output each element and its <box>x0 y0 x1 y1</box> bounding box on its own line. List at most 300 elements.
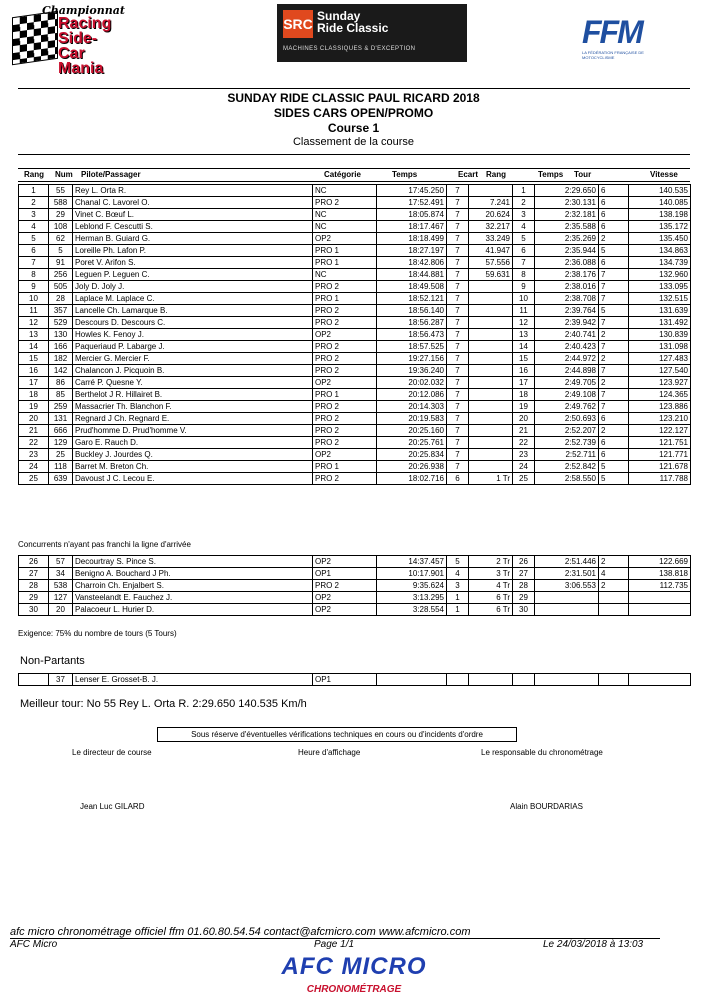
cell-tour: 6 <box>599 197 629 209</box>
cell-tour <box>599 604 629 616</box>
exigence-note: Exigence: 75% du nombre de tours (5 Tours) <box>18 629 177 638</box>
cell-temps: 20:26.938 <box>377 461 447 473</box>
cell-tour: 2 <box>599 425 629 437</box>
cell-rang-lap: 20 <box>513 413 535 425</box>
table-row <box>19 461 691 473</box>
title-rule <box>18 154 690 155</box>
cell-tour: 7 <box>599 365 629 377</box>
cell-temps-lap <box>535 674 599 686</box>
cell-temps: 19:36.240 <box>377 365 447 377</box>
table-row <box>19 413 691 425</box>
cell-ecart <box>469 389 513 401</box>
cell-num: 182 <box>49 353 73 365</box>
table-row <box>19 257 691 269</box>
cell-num: 357 <box>49 305 73 317</box>
cell-rang-lap: 24 <box>513 461 535 473</box>
cell-temps: 18:05.874 <box>377 209 447 221</box>
col-pilote: Pilote/Passager <box>81 170 141 179</box>
cell-pilote: Mercier G. Mercier F. <box>73 353 313 365</box>
cell-tour: 7 <box>599 293 629 305</box>
posting-time-label: Heure d'affichage <box>298 748 361 757</box>
cell-categorie: PRO 2 <box>313 353 377 365</box>
cell-vitesse: 127.483 <box>629 353 691 365</box>
results-header-row <box>18 168 690 182</box>
table-row <box>19 473 691 485</box>
cell-num: 108 <box>49 221 73 233</box>
cell-temps: 20:25.761 <box>377 437 447 449</box>
cell-tours: 7 <box>447 221 469 233</box>
cell-pilote: Vinet C. Bœuf L. <box>73 209 313 221</box>
cell-tours: 7 <box>447 245 469 257</box>
finishers-table <box>18 184 691 485</box>
cell-tour: 7 <box>599 281 629 293</box>
cell-tours: 7 <box>447 401 469 413</box>
cell-ecart: 6 Tr <box>469 592 513 604</box>
cell-temps <box>377 674 447 686</box>
cell-vitesse: 127.540 <box>629 365 691 377</box>
cell-rang: 12 <box>19 317 49 329</box>
cell-temps: 18:02.716 <box>377 473 447 485</box>
cell-rang: 15 <box>19 353 49 365</box>
cell-pilote: Berthelot J R. Hillairet B. <box>73 389 313 401</box>
table-row <box>19 365 691 377</box>
table-row <box>19 389 691 401</box>
cell-categorie: PRO 2 <box>313 305 377 317</box>
cell-num: 34 <box>49 568 73 580</box>
cell-num: 25 <box>49 449 73 461</box>
cell-num: 666 <box>49 425 73 437</box>
cell-rang: 1 <box>19 185 49 197</box>
footer-date: Le 24/03/2018 à 13:03 <box>543 939 644 950</box>
cell-rang: 27 <box>19 568 49 580</box>
cell-rang: 28 <box>19 580 49 592</box>
cell-num: 55 <box>49 185 73 197</box>
cell-pilote: Davoust J C. Lecou E. <box>73 473 313 485</box>
cell-tour: 2 <box>599 329 629 341</box>
table-row <box>19 233 691 245</box>
cell-pilote: Vansteelandt E. Fauchez J. <box>73 592 313 604</box>
cell-rang: 13 <box>19 329 49 341</box>
cell-num: 259 <box>49 401 73 413</box>
cell-categorie: PRO 1 <box>313 293 377 305</box>
cell-categorie: NC <box>313 269 377 281</box>
table-row <box>19 329 691 341</box>
cell-temps-lap: 2:40.741 <box>535 329 599 341</box>
cell-rang-lap: 16 <box>513 365 535 377</box>
cell-categorie: PRO 2 <box>313 197 377 209</box>
cell-temps: 20:25.834 <box>377 449 447 461</box>
cell-rang-lap: 18 <box>513 389 535 401</box>
col-temps: Temps <box>392 170 418 179</box>
cell-pilote: Paqueriaud P. Labarge J. <box>73 341 313 353</box>
cell-tours: 7 <box>447 185 469 197</box>
cell-tours: 7 <box>447 329 469 341</box>
non-partants-title: Non-Partants <box>20 655 85 667</box>
cell-ecart <box>469 401 513 413</box>
cell-temps: 3:13.295 <box>377 592 447 604</box>
cell-temps-lap: 2:38.708 <box>535 293 599 305</box>
cell-temps-lap: 2:52.711 <box>535 449 599 461</box>
cell-vitesse: 135.450 <box>629 233 691 245</box>
cell-temps-lap: 2:38.016 <box>535 281 599 293</box>
cell-ecart: 6 Tr <box>469 604 513 616</box>
cell-ecart: 3 Tr <box>469 568 513 580</box>
race-category-title: SIDES CARS OPEN/PROMO <box>273 106 434 120</box>
cell-tour: 7 <box>599 269 629 281</box>
cell-ecart <box>469 674 513 686</box>
cell-pilote: Joly D. Joly J. <box>73 281 313 293</box>
afc-micro-logo-sub: CHRONOMÉTRAGE <box>306 984 402 995</box>
logo-championnat-text: Championnat <box>42 4 125 17</box>
cell-temps-lap: 2:32.181 <box>535 209 599 221</box>
cell-rang: 26 <box>19 556 49 568</box>
cell-num: 127 <box>49 592 73 604</box>
cell-temps: 9:35.624 <box>377 580 447 592</box>
cell-tours: 7 <box>447 293 469 305</box>
cell-rang: 30 <box>19 604 49 616</box>
cell-ecart: 59.631 <box>469 269 513 281</box>
cell-categorie: OP2 <box>313 556 377 568</box>
cell-vitesse: 135.172 <box>629 221 691 233</box>
cell-ecart <box>469 377 513 389</box>
table-row <box>19 449 691 461</box>
cell-vitesse <box>629 604 691 616</box>
cell-rang-lap: 8 <box>513 269 535 281</box>
cell-vitesse: 134.863 <box>629 245 691 257</box>
cell-temps: 10:17.901 <box>377 568 447 580</box>
cell-tour: 7 <box>599 401 629 413</box>
cell-tours: 7 <box>447 257 469 269</box>
cell-num: 28 <box>49 293 73 305</box>
cell-temps-lap: 2:49.705 <box>535 377 599 389</box>
cell-vitesse: 132.960 <box>629 269 691 281</box>
cell-tours: 7 <box>447 269 469 281</box>
table-row <box>19 281 691 293</box>
cell-num: 20 <box>49 604 73 616</box>
cell-tours: 7 <box>447 437 469 449</box>
cell-rang: 23 <box>19 449 49 461</box>
cell-rang: 11 <box>19 305 49 317</box>
col-temps-lap: Temps <box>538 170 564 179</box>
cell-temps: 18:57.525 <box>377 341 447 353</box>
cell-categorie: NC <box>313 185 377 197</box>
cell-num: 256 <box>49 269 73 281</box>
cell-rang: 18 <box>19 389 49 401</box>
cell-pilote: Herman B. Guiard G. <box>73 233 313 245</box>
timing-title: Le responsable du chronométrage <box>481 748 603 757</box>
cell-rang: 29 <box>19 592 49 604</box>
cell-rang-lap: 10 <box>513 293 535 305</box>
cell-tour: 5 <box>599 305 629 317</box>
header-rule <box>18 88 690 89</box>
cell-vitesse: 131.492 <box>629 317 691 329</box>
cell-pilote: Poret V. Arifon S. <box>73 257 313 269</box>
cell-ecart: 32.217 <box>469 221 513 233</box>
cell-pilote: Lancelle Ch. Lamarque B. <box>73 305 313 317</box>
cell-rang: 8 <box>19 269 49 281</box>
cell-rang-lap: 21 <box>513 425 535 437</box>
cell-tour: 5 <box>599 245 629 257</box>
cell-tour: 6 <box>599 209 629 221</box>
cell-pilote: Howles K. Fenoy J. <box>73 329 313 341</box>
cell-temps-lap: 2:40.423 <box>535 341 599 353</box>
cell-rang: 5 <box>19 233 49 245</box>
checkered-flag-icon <box>12 11 58 65</box>
cell-num: 142 <box>49 365 73 377</box>
cell-rang-lap: 19 <box>513 401 535 413</box>
cell-rang: 10 <box>19 293 49 305</box>
cell-ecart <box>469 185 513 197</box>
cell-vitesse: 123.210 <box>629 413 691 425</box>
cell-tour: 6 <box>599 437 629 449</box>
cell-temps: 18:52.121 <box>377 293 447 305</box>
cell-tour: 5 <box>599 461 629 473</box>
cell-ecart <box>469 461 513 473</box>
cell-temps-lap: 2:39.764 <box>535 305 599 317</box>
cell-rang-lap: 25 <box>513 473 535 485</box>
cell-ecart <box>469 293 513 305</box>
cell-categorie: PRO 2 <box>313 580 377 592</box>
table-row <box>19 401 691 413</box>
cell-pilote: Laplace M. Laplace C. <box>73 293 313 305</box>
footer-page: Page 1/1 <box>314 939 355 950</box>
cell-ecart <box>469 449 513 461</box>
cell-tours: 7 <box>447 233 469 245</box>
director-title: Le directeur de course <box>72 748 152 757</box>
table-row <box>19 568 691 580</box>
cell-tour: 4 <box>599 568 629 580</box>
cell-temps: 3:28.554 <box>377 604 447 616</box>
cell-ecart: 20.624 <box>469 209 513 221</box>
afc-micro-logo: AFC MICRO <box>281 953 427 980</box>
cell-rang-lap: 26 <box>513 556 535 568</box>
cell-tours <box>447 674 469 686</box>
cell-categorie: PRO 2 <box>313 473 377 485</box>
cell-vitesse <box>629 592 691 604</box>
cell-num: 91 <box>49 257 73 269</box>
cell-vitesse: 131.098 <box>629 341 691 353</box>
cell-num: 529 <box>49 317 73 329</box>
reserve-box: Sous réserve d'éventuelles vérifications techniques en cours ou d'incidents d'ordre <box>157 727 517 742</box>
cell-num: 29 <box>49 209 73 221</box>
cell-temps-lap: 2:30.131 <box>535 197 599 209</box>
cell-temps-lap: 2:52.842 <box>535 461 599 473</box>
cell-temps-lap: 2:50.693 <box>535 413 599 425</box>
cell-ecart <box>469 317 513 329</box>
cell-tours: 7 <box>447 353 469 365</box>
cell-pilote: Chalancon J. Picquoin B. <box>73 365 313 377</box>
cell-tour: 7 <box>599 317 629 329</box>
cell-categorie: OP2 <box>313 592 377 604</box>
cell-temps-lap: 2:35.588 <box>535 221 599 233</box>
cell-temps: 18:56.140 <box>377 305 447 317</box>
table-row <box>19 185 691 197</box>
cell-vitesse: 122.127 <box>629 425 691 437</box>
cell-rang-lap: 22 <box>513 437 535 449</box>
cell-pilote: Palacoeur L. Hurier D. <box>73 604 313 616</box>
cell-pilote: Leguen P. Leguen C. <box>73 269 313 281</box>
cell-tour <box>599 592 629 604</box>
cell-temps-lap: 2:38.176 <box>535 269 599 281</box>
col-ecart: Ecart <box>458 170 479 179</box>
cell-vitesse: 121.751 <box>629 437 691 449</box>
table-row <box>19 377 691 389</box>
cell-categorie: PRO 2 <box>313 437 377 449</box>
cell-rang-lap: 17 <box>513 377 535 389</box>
cell-categorie: PRO 1 <box>313 245 377 257</box>
cell-tours: 7 <box>447 461 469 473</box>
cell-num: 85 <box>49 389 73 401</box>
cell-categorie: PRO 2 <box>313 413 377 425</box>
table-row <box>19 305 691 317</box>
best-lap: Meilleur tour: No 55 Rey L. Orta R. 2:29.650 140.535 Km/h <box>20 698 307 710</box>
cell-categorie: NC <box>313 221 377 233</box>
cell-rang-lap: 29 <box>513 592 535 604</box>
cell-temps: 20:02.032 <box>377 377 447 389</box>
logo-main-text: Racing Side-Car Mania <box>58 15 112 77</box>
cell-temps: 20:25.160 <box>377 425 447 437</box>
cell-rang: 7 <box>19 257 49 269</box>
cell-vitesse: 132.515 <box>629 293 691 305</box>
cell-temps-lap: 2:49.108 <box>535 389 599 401</box>
ffm-logo: FFM LA FÉDÉRATION FRANÇAISE DE MOTOCYCLISME <box>582 14 644 60</box>
cell-rang-lap: 15 <box>513 353 535 365</box>
cell-tour: 2 <box>599 580 629 592</box>
cell-ecart: 41.947 <box>469 245 513 257</box>
championship-logo <box>12 4 125 77</box>
table-row <box>19 604 691 616</box>
cell-rang-lap: 27 <box>513 568 535 580</box>
cell-rang: 6 <box>19 245 49 257</box>
table-row <box>19 580 691 592</box>
cell-rang-lap: 11 <box>513 305 535 317</box>
cell-temps: 20:14.303 <box>377 401 447 413</box>
cell-ecart <box>469 341 513 353</box>
cell-ecart: 2 Tr <box>469 556 513 568</box>
cell-rang: 24 <box>19 461 49 473</box>
cell-rang-lap: 1 <box>513 185 535 197</box>
cell-pilote: Chanal C. Lavorel O. <box>73 197 313 209</box>
cell-temps: 17:45.250 <box>377 185 447 197</box>
cell-vitesse <box>629 674 691 686</box>
cell-rang: 16 <box>19 365 49 377</box>
col-rang-lap: Rang <box>486 170 506 179</box>
cell-temps: 18:56.473 <box>377 329 447 341</box>
cell-tours: 7 <box>447 425 469 437</box>
cell-pilote: Regnard J Ch. Regnard E. <box>73 413 313 425</box>
cell-tours: 1 <box>447 592 469 604</box>
cell-tours: 3 <box>447 580 469 592</box>
cell-temps: 20:12.086 <box>377 389 447 401</box>
cell-ecart <box>469 365 513 377</box>
cell-tour: 6 <box>599 221 629 233</box>
cell-pilote: Charroin Ch. Enjalbert S. <box>73 580 313 592</box>
cell-rang-lap: 14 <box>513 341 535 353</box>
cell-ecart <box>469 413 513 425</box>
cell-temps-lap: 2:44.972 <box>535 353 599 365</box>
cell-vitesse: 138.818 <box>629 568 691 580</box>
cell-num: 5 <box>49 245 73 257</box>
cell-num: 166 <box>49 341 73 353</box>
cell-vitesse: 112.735 <box>629 580 691 592</box>
cell-num: 62 <box>49 233 73 245</box>
cell-pilote: Lenser E. Grosset-B. J. <box>73 674 313 686</box>
cell-categorie: PRO 1 <box>313 389 377 401</box>
cell-num: 538 <box>49 580 73 592</box>
sunday-ride-classic-logo: SRC Sunday Ride Classic MACHINES CLASSIQUES & D'EXCEPTION <box>277 4 467 62</box>
non-partants-table <box>18 673 691 686</box>
cell-temps: 19:27.156 <box>377 353 447 365</box>
cell-vitesse: 140.085 <box>629 197 691 209</box>
table-row <box>19 353 691 365</box>
cell-rang-lap: 5 <box>513 233 535 245</box>
table-row <box>19 437 691 449</box>
timing-name: Alain BOURDARIAS <box>510 802 583 811</box>
cell-vitesse: 122.669 <box>629 556 691 568</box>
col-rang: Rang <box>24 170 44 179</box>
cell-vitesse: 133.095 <box>629 281 691 293</box>
cell-temps: 18:49.508 <box>377 281 447 293</box>
col-num: Num <box>55 170 73 179</box>
cell-vitesse: 123.927 <box>629 377 691 389</box>
cell-rang-lap: 7 <box>513 257 535 269</box>
cell-num: 57 <box>49 556 73 568</box>
cell-tours: 7 <box>447 377 469 389</box>
cell-ecart <box>469 329 513 341</box>
cell-temps-lap: 2:36.088 <box>535 257 599 269</box>
cell-pilote: Prud'homme D. Prud'homme V. <box>73 425 313 437</box>
cell-num: 130 <box>49 329 73 341</box>
cell-pilote: Descours D. Descours C. <box>73 317 313 329</box>
cell-temps-lap: 2:52.207 <box>535 425 599 437</box>
cell-ecart: 33.249 <box>469 233 513 245</box>
cell-categorie: PRO 2 <box>313 401 377 413</box>
cell-tour: 6 <box>599 449 629 461</box>
cell-num: 588 <box>49 197 73 209</box>
table-row <box>19 221 691 233</box>
cell-ecart <box>469 353 513 365</box>
cell-categorie: PRO 2 <box>313 425 377 437</box>
cell-tour: 6 <box>599 257 629 269</box>
cell-categorie: OP2 <box>313 233 377 245</box>
cell-tours: 7 <box>447 449 469 461</box>
table-row <box>19 556 691 568</box>
cell-temps-lap: 2:31.501 <box>535 568 599 580</box>
non-finishers-label: Concurrents n'ayant pas franchi la ligne d'arrivée <box>18 540 191 549</box>
cell-ecart: 1 Tr <box>469 473 513 485</box>
cell-rang-lap: 28 <box>513 580 535 592</box>
cell-temps-lap <box>535 604 599 616</box>
cell-rang-lap: 9 <box>513 281 535 293</box>
cell-tours: 1 <box>447 604 469 616</box>
cell-categorie: PRO 2 <box>313 317 377 329</box>
cell-vitesse: 117.788 <box>629 473 691 485</box>
cell-pilote: Buckley J. Jourdes Q. <box>73 449 313 461</box>
cell-tour: 5 <box>599 473 629 485</box>
cell-tours: 5 <box>447 556 469 568</box>
table-row <box>19 592 691 604</box>
cell-ecart <box>469 281 513 293</box>
cell-ecart: 57.556 <box>469 257 513 269</box>
cell-temps: 18:56.287 <box>377 317 447 329</box>
cell-tour: 7 <box>599 341 629 353</box>
cell-temps: 18:44.881 <box>377 269 447 281</box>
cell-pilote: Decourtray S. Pince S. <box>73 556 313 568</box>
cell-rang: 17 <box>19 377 49 389</box>
cell-categorie: PRO 1 <box>313 257 377 269</box>
cell-ecart <box>469 437 513 449</box>
cell-tours: 7 <box>447 305 469 317</box>
